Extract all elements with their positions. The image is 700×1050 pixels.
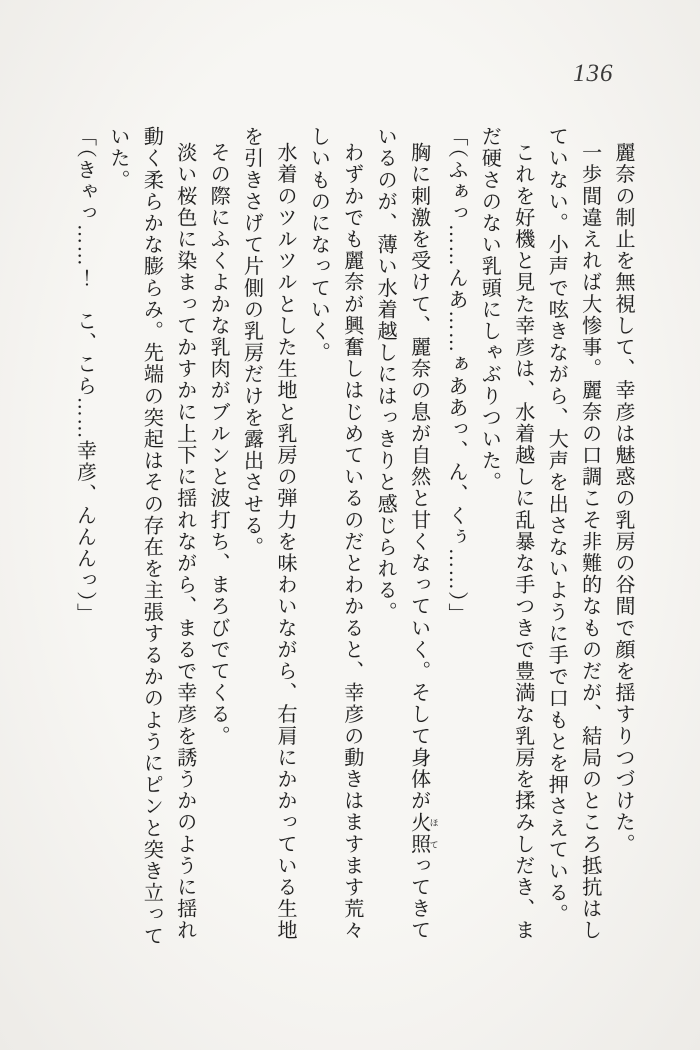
text-column: いるのが、薄い水着越しにはっきりと感じられる。 [374,126,397,623]
text-column: いた。 [106,126,129,191]
text-column: これを好機と見た幸彦は、水着越しに乱暴な手つきで豊満な乳房を揉みしだき、ま [511,142,534,942]
text-column: 胸に刺激を受けて、麗奈の息が自然と甘くなっていく。そして身体が火照 ほてってきて [407,142,439,942]
text-column: その際にふくよかな乳肉がブルンと波打ち、まろびでてくる。 [207,142,230,747]
furigana-ruby: 火照 ほて [407,811,439,855]
text-column: 麗奈の制止を無視して、幸彦は魅惑の乳房の谷間で顔を揺すりつづけた。 [612,142,634,855]
text-column: を引きさげて片側の乳房だけを露出させる。 [240,126,263,558]
text-column: 一歩間違えれば大惨事。麗奈の口調こそ非難的なものだが、結局のところ抵抗はし [578,142,601,942]
text-column: 「（ふぁっ……んあ……ぁああっ、ん、くぅ……）」 [444,126,467,625]
text-column: しいものになっていく。 [307,126,330,364]
text-column: 水着のツルツルとした生地と乳房の弾力を味わいながら、右肩にかかっている生地 [273,142,296,942]
page-number: 136 [573,60,614,87]
text-column: わずかでも麗奈が興奮しはじめているのだとわかると、幸彦の動きはますます荒々 [340,142,363,942]
text-column: 「（きゃっ……！ こ、こら……幸彦、んんんっ）」 [73,126,96,625]
text-column: ていない。小声で呟きながら、大声を出さないように手で口もとを押さえている。 [545,126,568,926]
text-column: 淡い桜色に染まってかすかに上下に揺れながら、まるで幸彦を誘うかのように揺れ [173,142,196,942]
text-column: だ硬さのない乳頭にしゃぶりついた。 [478,126,501,494]
text-column: 動く柔らかな膨らみ。先端の突起はその存在を主張するかのようにピンと突き立って [140,126,163,947]
text-block [67,126,639,950]
